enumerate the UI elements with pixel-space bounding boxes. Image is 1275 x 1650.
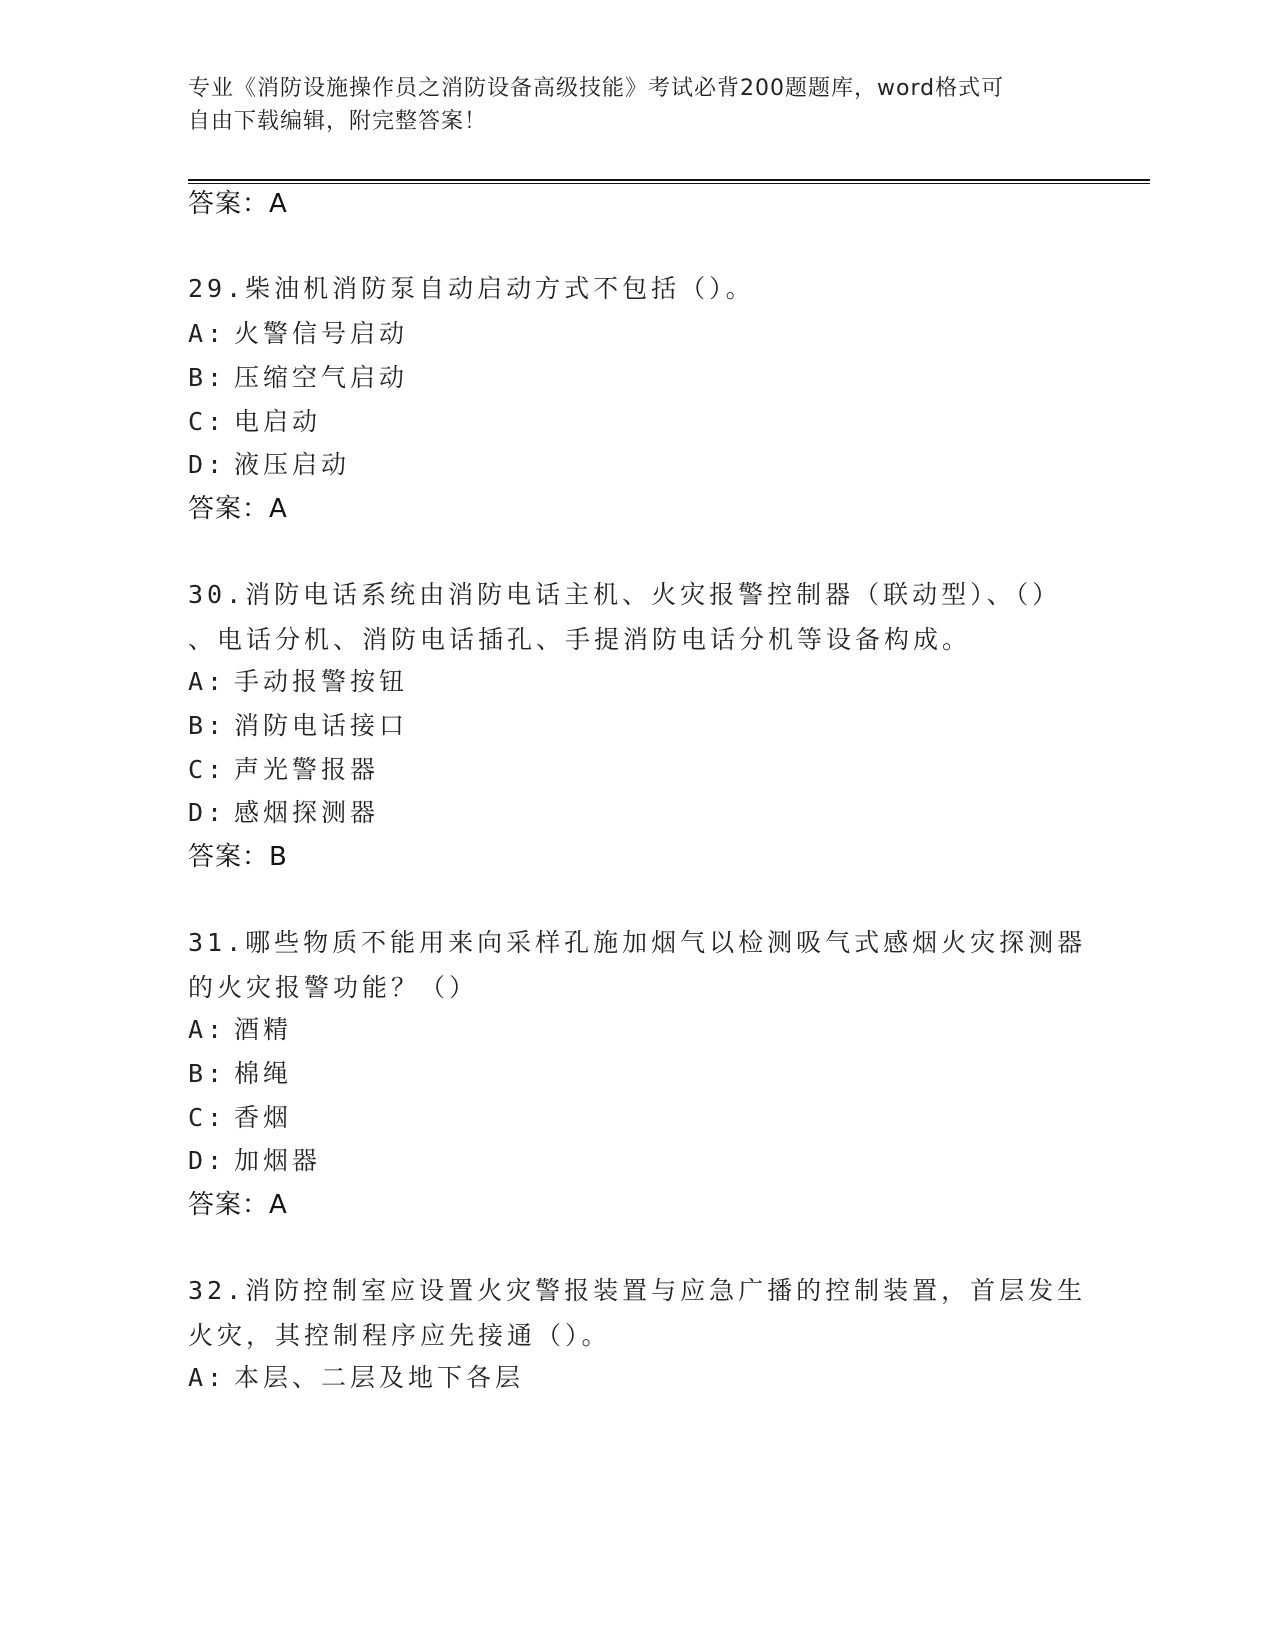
option-label: B: bbox=[188, 711, 227, 740]
header-line-1: 专业《消防设施操作员之消防设备高级技能》考试必背200题题库，word格式可 bbox=[188, 76, 1005, 101]
question-text-line-1: 31.哪些物质不能用来向采样孔施加烟气以检测吸气式感烟火灾探测器 bbox=[188, 928, 1087, 957]
option-d bbox=[188, 1143, 321, 1179]
option-label: A: bbox=[188, 1015, 227, 1044]
question-text-line-2: 火灾，其控制程序应先接通（）。 bbox=[188, 1321, 611, 1350]
answer-line: 答案：B bbox=[188, 842, 288, 872]
option-label: B: bbox=[188, 363, 227, 392]
option-text: 加烟器 bbox=[234, 1146, 322, 1175]
option-text: 酒精 bbox=[234, 1015, 293, 1044]
option-d bbox=[188, 447, 350, 483]
question-32 bbox=[188, 1268, 1088, 1358]
option-text: 电启动 bbox=[234, 407, 322, 436]
question-text-line-2: 的火灾报警功能？（） bbox=[188, 973, 479, 1002]
option-d bbox=[188, 795, 379, 831]
option-b bbox=[188, 708, 408, 744]
option-text: 手动报警按钮 bbox=[234, 667, 409, 696]
option-text: 香烟 bbox=[234, 1103, 293, 1132]
option-b bbox=[188, 360, 408, 396]
question-text-line-1: 32.消防控制室应设置火灾警报装置与应急广播的控制装置，首层发生 bbox=[188, 1276, 1087, 1305]
answer-line: 答案：A bbox=[188, 1190, 288, 1220]
header-divider-thin bbox=[188, 183, 1150, 184]
question-text-line-1: 30.消防电话系统由消防电话主机、火灾报警控制器（联动型）、（） bbox=[188, 580, 1062, 609]
option-text: 声光警报器 bbox=[234, 755, 380, 784]
question-30 bbox=[188, 572, 1088, 662]
option-c bbox=[188, 1100, 292, 1136]
question-29 bbox=[188, 266, 1088, 311]
option-text: 棉绳 bbox=[234, 1059, 293, 1088]
option-a bbox=[188, 316, 408, 352]
option-label: A: bbox=[188, 1363, 227, 1392]
option-label: D: bbox=[188, 1146, 227, 1175]
option-label: C: bbox=[188, 755, 227, 784]
option-a bbox=[188, 1360, 524, 1396]
option-a bbox=[188, 664, 408, 700]
option-text: 消防电话接口 bbox=[234, 711, 409, 740]
option-label: B: bbox=[188, 1059, 227, 1088]
question-text: 29.柴油机消防泵自动启动方式不包括（）。 bbox=[188, 274, 755, 303]
question-31 bbox=[188, 920, 1088, 1010]
option-text: 火警信号启动 bbox=[234, 319, 409, 348]
answer-line: 答案：A bbox=[188, 494, 288, 524]
option-text: 本层、二层及地下各层 bbox=[234, 1363, 525, 1392]
answer-line: 答案：A bbox=[188, 189, 288, 219]
option-c bbox=[188, 404, 321, 440]
question-text-line-2: 、电话分机、消防电话插孔、手提消防电话分机等设备构成。 bbox=[188, 625, 972, 654]
option-label: C: bbox=[188, 1103, 227, 1132]
option-a bbox=[188, 1012, 292, 1048]
option-label: D: bbox=[188, 450, 227, 479]
option-label: A: bbox=[188, 319, 227, 348]
option-text: 液压启动 bbox=[234, 450, 351, 479]
header-divider-thick bbox=[188, 179, 1150, 181]
option-text: 压缩空气启动 bbox=[234, 363, 409, 392]
header-line-2: 自由下载编辑，附完整答案！ bbox=[188, 109, 488, 134]
document-header bbox=[188, 72, 1088, 138]
option-label: D: bbox=[188, 798, 227, 827]
option-c bbox=[188, 752, 379, 788]
option-b bbox=[188, 1056, 292, 1092]
option-label: C: bbox=[188, 407, 227, 436]
option-text: 感烟探测器 bbox=[234, 798, 380, 827]
option-label: A: bbox=[188, 667, 227, 696]
